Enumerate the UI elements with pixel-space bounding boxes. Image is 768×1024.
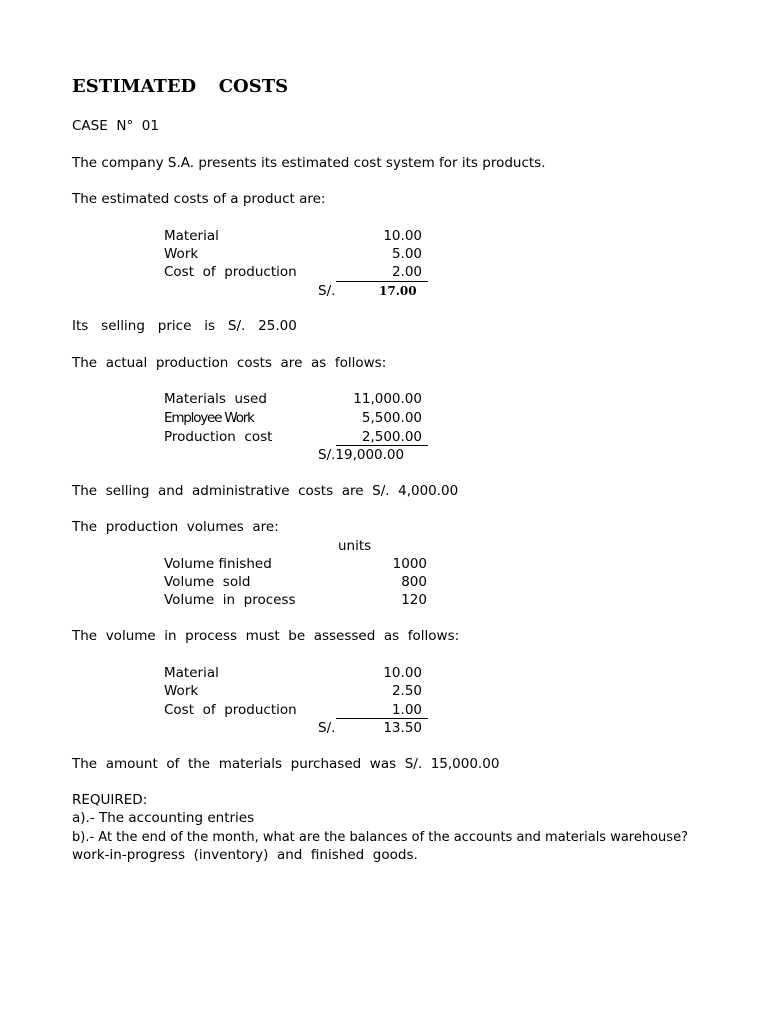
in-process-value-material: 10.00 xyxy=(383,665,422,681)
in-process-label-work: Work xyxy=(164,683,199,699)
estimated-value-work: 5.00 xyxy=(391,246,422,262)
volume-label-sold: Volume sold xyxy=(164,574,251,590)
volume-value-sold: 800 xyxy=(401,574,427,590)
in-process-total: 13.50 xyxy=(383,720,422,736)
estimated-label-work: Work xyxy=(164,246,199,262)
estimated-label-material: Material xyxy=(164,228,219,244)
in-process-intro: The volume in process must be assessed as follows: xyxy=(72,628,460,644)
actual-value-materials: 11,000.00 xyxy=(353,391,422,407)
volume-value-finished: 1000 xyxy=(392,556,427,572)
estimated-total-rule xyxy=(336,281,428,282)
in-process-label-production: Cost of production xyxy=(164,702,297,718)
actual-total-rule xyxy=(336,445,428,446)
actual-label-work: Employee Work xyxy=(164,410,254,426)
required-item-b: b).- At the end of the month, what are the balances of the accounts and materials warehouse? xyxy=(72,830,688,845)
actual-label-production: Production cost xyxy=(164,429,273,445)
selling-admin-costs: The selling and administrative costs are S/. 4,000.00 xyxy=(72,483,459,499)
estimated-label-production: Cost of production xyxy=(164,264,297,280)
estimated-total-prefix: S/. xyxy=(318,283,336,299)
in-process-value-work: 2.50 xyxy=(391,683,422,699)
in-process-label-material: Material xyxy=(164,665,219,681)
required-item-b-continued: work-in-progress (inventory) and finished goods. xyxy=(72,847,418,863)
volume-label-in-process: Volume in process xyxy=(164,592,296,608)
volumes-unit-header: units xyxy=(338,538,372,554)
in-process-total-rule xyxy=(336,718,428,719)
estimated-intro: The estimated costs of a product are: xyxy=(72,191,326,207)
intro-paragraph: The company S.A. presents its estimated cost system for its products. xyxy=(72,155,546,171)
volume-label-finished: Volume finished xyxy=(164,556,272,572)
volume-value-in-process: 120 xyxy=(401,592,427,608)
estimated-total: 17.00 xyxy=(379,284,417,298)
estimated-value-material: 10.00 xyxy=(383,228,422,244)
page-title: ESTIMATED COSTS xyxy=(72,76,289,97)
selling-price: Its selling price is S/. 25.00 xyxy=(72,318,297,334)
in-process-value-production: 1.00 xyxy=(391,702,422,718)
actual-value-production: 2,500.00 xyxy=(361,429,422,445)
required-item-a: a).- The accounting entries xyxy=(72,810,255,826)
actual-intro: The actual production costs are as follows: xyxy=(72,355,387,371)
materials-purchased: The amount of the materials purchased was S/. 15,000.00 xyxy=(72,756,500,772)
actual-value-work: 5,500.00 xyxy=(361,410,422,426)
in-process-total-prefix: S/. xyxy=(318,720,336,736)
estimated-value-production: 2.00 xyxy=(391,264,422,280)
case-number: CASE N° 01 xyxy=(72,118,159,134)
actual-total: S/.19,000.00 xyxy=(318,447,405,463)
required-heading: REQUIRED: xyxy=(72,792,148,808)
actual-label-materials: Materials used xyxy=(164,391,267,407)
volumes-intro: The production volumes are: xyxy=(72,519,279,535)
